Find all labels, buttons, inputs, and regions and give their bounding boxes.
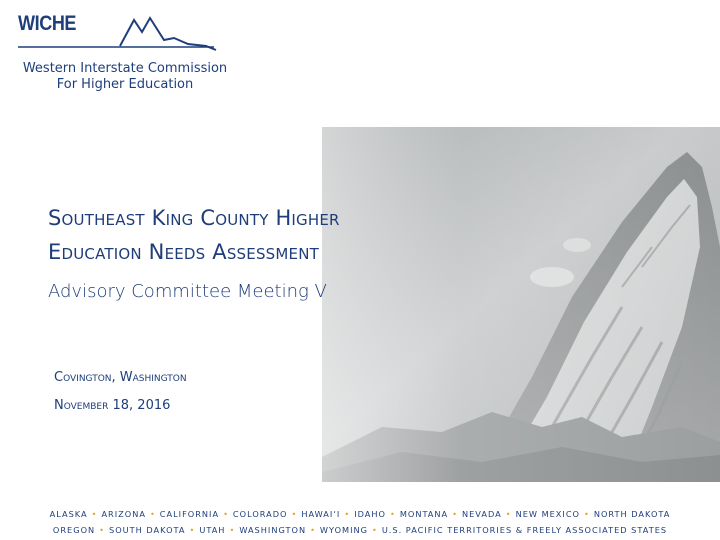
org-name-line-1: Western Interstate Commission bbox=[22, 61, 228, 76]
separator-dot: • bbox=[189, 525, 196, 535]
meeting-location: Covington, Washington bbox=[54, 370, 187, 385]
separator-dot: • bbox=[291, 509, 298, 519]
states-row-2 bbox=[0, 525, 720, 535]
state-name: NORTH DAKOTA bbox=[593, 509, 671, 519]
title-line-2: Education Needs Assessment bbox=[48, 240, 320, 264]
state-name: ALASKA bbox=[49, 509, 88, 519]
state-name: MONTANA bbox=[399, 509, 449, 519]
wiche-logo bbox=[16, 10, 221, 58]
state-name: SOUTH DAKOTA bbox=[109, 525, 186, 535]
state-name: OREGON bbox=[52, 525, 96, 535]
state-name: CALIFORNIA bbox=[159, 509, 220, 519]
slide-title bbox=[48, 201, 568, 269]
separator-dot: • bbox=[223, 509, 229, 519]
separator-dot: • bbox=[229, 525, 236, 535]
separator-dot: • bbox=[371, 525, 378, 535]
wiche-wordmark: WICHE bbox=[18, 12, 77, 35]
state-name: COLORADO bbox=[232, 509, 288, 519]
separator-dot: • bbox=[452, 509, 458, 519]
state-name: WASHINGTON bbox=[239, 525, 307, 535]
state-name: NEVADA bbox=[461, 509, 502, 519]
state-name: NEW MEXICO bbox=[515, 509, 580, 519]
state-name: ARIZONA bbox=[101, 509, 146, 519]
separator-dot: • bbox=[389, 509, 396, 519]
separator-dot: • bbox=[505, 509, 512, 519]
state-name: WYOMING bbox=[319, 525, 368, 535]
state-name: UTAH bbox=[199, 525, 226, 535]
state-name: IDAHO bbox=[354, 509, 386, 519]
separator-dot: • bbox=[149, 509, 156, 519]
title-line-1: Southeast King County Higher bbox=[48, 206, 340, 230]
slide-subtitle: Advisory Committee Meeting V bbox=[48, 281, 327, 302]
separator-dot: • bbox=[91, 509, 98, 519]
state-name: U.S. PACIFIC TERRITORIES & FREELY ASSOCIATED STATES bbox=[381, 525, 668, 535]
separator-dot: • bbox=[584, 509, 590, 519]
separator-dot: • bbox=[99, 525, 105, 535]
separator-dot: • bbox=[344, 509, 351, 519]
meeting-date: November 18, 2016 bbox=[54, 398, 171, 413]
member-states-footer bbox=[0, 485, 720, 540]
org-name-line-2: For Higher Education bbox=[56, 77, 194, 92]
flatirons-mountain-image bbox=[322, 127, 720, 482]
states-row-1 bbox=[0, 509, 720, 519]
state-name: HAWAI‘I bbox=[301, 509, 341, 519]
mountain-photo bbox=[322, 127, 720, 482]
separator-dot: • bbox=[310, 525, 316, 535]
